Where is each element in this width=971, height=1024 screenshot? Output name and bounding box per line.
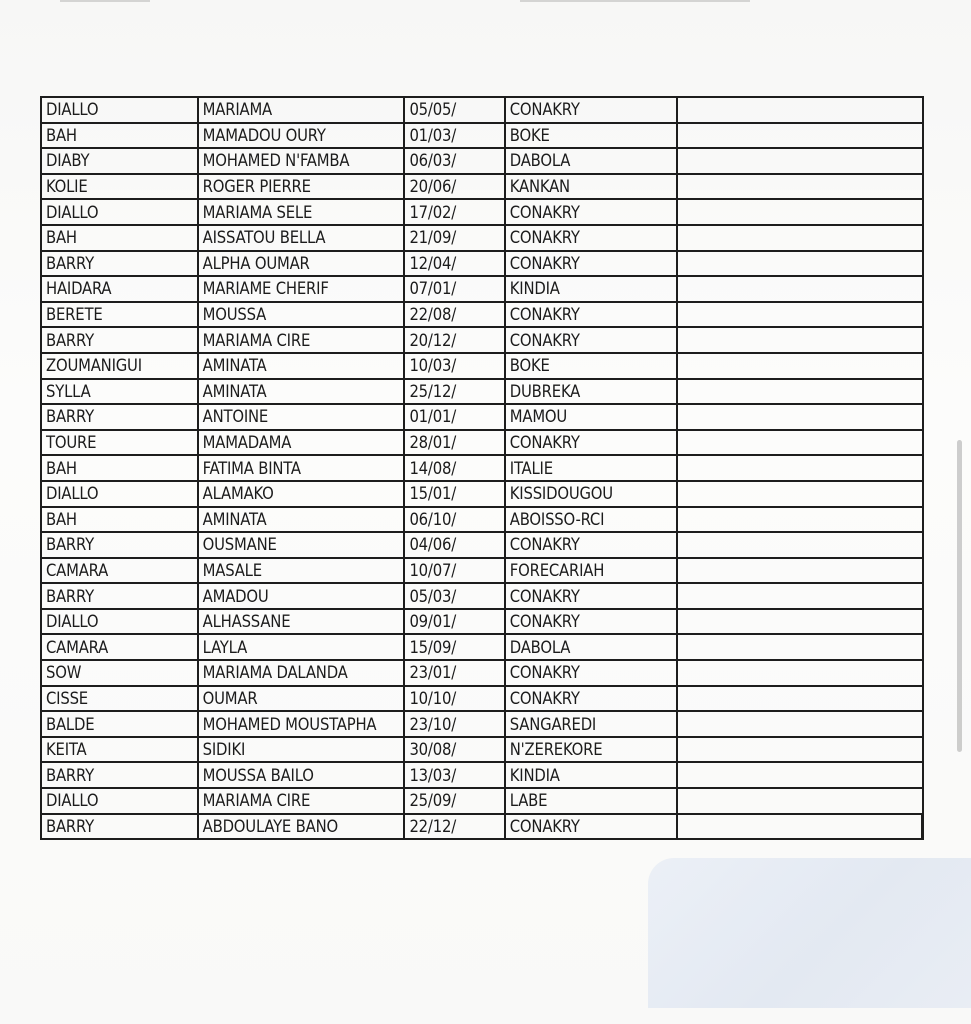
birth-date-cell: 07/01/ bbox=[404, 276, 504, 302]
birth-place-cell: CONAKRY bbox=[505, 609, 677, 635]
first-name-cell: MOUSSA BAILO bbox=[198, 762, 405, 788]
birth-place-cell: CONAKRY bbox=[505, 532, 677, 558]
birth-date-cell: 10/03/ bbox=[404, 353, 504, 379]
last-name-cell: BARRY bbox=[41, 404, 198, 430]
first-name-cell: SIDIKI bbox=[198, 737, 405, 763]
birth-date-cell: 20/06/ bbox=[404, 174, 504, 200]
top-edge-mark-left bbox=[60, 0, 150, 2]
first-name-cell: MAMADAMA bbox=[198, 430, 405, 456]
first-name-cell: OUSMANE bbox=[198, 532, 405, 558]
last-name-cell: BARRY bbox=[41, 327, 198, 353]
birth-date-cell: 06/03/ bbox=[404, 148, 504, 174]
notes-cell bbox=[677, 404, 923, 430]
notes-cell bbox=[677, 558, 923, 584]
birth-date-cell: 28/01/ bbox=[404, 430, 504, 456]
birth-date-cell: 15/09/ bbox=[404, 634, 504, 660]
last-name-cell: DIALLO bbox=[41, 97, 198, 123]
notes-cell bbox=[677, 123, 923, 149]
birth-place-cell: CONAKRY bbox=[505, 199, 677, 225]
last-name-cell: CAMARA bbox=[41, 634, 198, 660]
last-name-cell: BAH bbox=[41, 123, 198, 149]
first-name-cell: MAMADOU OURY bbox=[198, 123, 405, 149]
birth-place-cell: CONAKRY bbox=[505, 660, 677, 686]
birth-date-cell: 25/12/ bbox=[404, 379, 504, 405]
notes-cell bbox=[677, 634, 923, 660]
birth-place-cell: BOKE bbox=[505, 353, 677, 379]
birth-place-cell: CONAKRY bbox=[505, 583, 677, 609]
table-row bbox=[41, 634, 923, 660]
notes-cell bbox=[677, 174, 923, 200]
last-name-cell: BARRY bbox=[41, 251, 198, 277]
birth-date-cell: 15/01/ bbox=[404, 481, 504, 507]
birth-place-cell: CONAKRY bbox=[505, 327, 677, 353]
last-name-cell: BAH bbox=[41, 225, 198, 251]
table-row bbox=[41, 583, 923, 609]
top-edge-mark-right bbox=[520, 0, 750, 2]
table-row bbox=[41, 148, 923, 174]
first-name-cell: MOUSSA bbox=[198, 302, 405, 328]
table-row bbox=[41, 251, 923, 277]
first-name-cell: MARIAMA CIRE bbox=[198, 788, 405, 814]
birth-place-cell: MAMOU bbox=[505, 404, 677, 430]
table-row bbox=[41, 353, 923, 379]
last-name-cell: KEITA bbox=[41, 737, 198, 763]
first-name-cell: ROGER PIERRE bbox=[198, 174, 405, 200]
birth-date-cell: 05/03/ bbox=[404, 583, 504, 609]
birth-date-cell: 10/10/ bbox=[404, 686, 504, 712]
student-roster-table bbox=[40, 96, 924, 840]
table-row bbox=[41, 276, 923, 302]
birth-place-cell: KANKAN bbox=[505, 174, 677, 200]
last-name-cell: TOURE bbox=[41, 430, 198, 456]
birth-date-cell: 04/06/ bbox=[404, 532, 504, 558]
first-name-cell: AMINATA bbox=[198, 353, 405, 379]
notes-cell bbox=[677, 711, 923, 737]
first-name-cell: MARIAMA DALANDA bbox=[198, 660, 405, 686]
birth-place-cell: LABE bbox=[505, 788, 677, 814]
last-name-cell: BARRY bbox=[41, 532, 198, 558]
first-name-cell: ALAMAKO bbox=[198, 481, 405, 507]
birth-date-cell: 23/10/ bbox=[404, 711, 504, 737]
table-row bbox=[41, 302, 923, 328]
table-row bbox=[41, 481, 923, 507]
first-name-cell: ALHASSANE bbox=[198, 609, 405, 635]
first-name-cell: MARIAMA bbox=[198, 97, 405, 123]
last-name-cell: BARRY bbox=[41, 583, 198, 609]
notes-cell bbox=[677, 379, 923, 405]
last-name-cell: BERETE bbox=[41, 302, 198, 328]
notes-cell bbox=[677, 737, 923, 763]
birth-place-cell: CONAKRY bbox=[505, 97, 677, 123]
notes-cell bbox=[677, 97, 923, 123]
last-name-cell: DIALLO bbox=[41, 481, 198, 507]
last-name-cell: BALDE bbox=[41, 711, 198, 737]
last-name-cell: DIABY bbox=[41, 148, 198, 174]
first-name-cell: FATIMA BINTA bbox=[198, 455, 405, 481]
birth-place-cell: CONAKRY bbox=[505, 251, 677, 277]
table-row bbox=[41, 711, 923, 737]
first-name-cell: MARIAMA SELE bbox=[198, 199, 405, 225]
last-name-cell: BARRY bbox=[41, 814, 198, 840]
table-row bbox=[41, 455, 923, 481]
table-row bbox=[41, 123, 923, 149]
notes-cell bbox=[677, 302, 923, 328]
notes-cell bbox=[677, 660, 923, 686]
notes-cell bbox=[677, 507, 923, 533]
notes-cell bbox=[677, 148, 923, 174]
first-name-cell: OUMAR bbox=[198, 686, 405, 712]
notes-cell bbox=[677, 481, 923, 507]
first-name-cell: AMADOU bbox=[198, 583, 405, 609]
birth-date-cell: 30/08/ bbox=[404, 737, 504, 763]
first-name-cell: AISSATOU BELLA bbox=[198, 225, 405, 251]
notes-cell bbox=[677, 455, 923, 481]
birth-place-cell: CONAKRY bbox=[505, 430, 677, 456]
notes-cell bbox=[677, 430, 923, 456]
last-name-cell: BAH bbox=[41, 455, 198, 481]
birth-date-cell: 01/03/ bbox=[404, 123, 504, 149]
first-name-cell: MARIAME CHERIF bbox=[198, 276, 405, 302]
birth-place-cell: BOKE bbox=[505, 123, 677, 149]
table-row bbox=[41, 558, 923, 584]
birth-date-cell: 25/09/ bbox=[404, 788, 504, 814]
last-name-cell: ZOUMANIGUI bbox=[41, 353, 198, 379]
first-name-cell: AMINATA bbox=[198, 379, 405, 405]
first-name-cell: ABDOULAYE BANO bbox=[198, 814, 405, 840]
first-name-cell: LAYLA bbox=[198, 634, 405, 660]
birth-place-cell: DABOLA bbox=[505, 634, 677, 660]
last-name-cell: SYLLA bbox=[41, 379, 198, 405]
first-name-cell: ANTOINE bbox=[198, 404, 405, 430]
notes-cell bbox=[677, 532, 923, 558]
notes-cell bbox=[677, 583, 923, 609]
birth-place-cell: ABOISSO-RCI bbox=[505, 507, 677, 533]
first-name-cell: ALPHA OUMAR bbox=[198, 251, 405, 277]
table-row bbox=[41, 199, 923, 225]
birth-date-cell: 06/10/ bbox=[404, 507, 504, 533]
notes-cell bbox=[677, 609, 923, 635]
table-row bbox=[41, 404, 923, 430]
table-row bbox=[41, 686, 923, 712]
birth-place-cell: FORECARIAH bbox=[505, 558, 677, 584]
birth-date-cell: 14/08/ bbox=[404, 455, 504, 481]
birth-date-cell: 01/01/ bbox=[404, 404, 504, 430]
notes-cell bbox=[677, 327, 923, 353]
table-row bbox=[41, 507, 923, 533]
birth-place-cell: KINDIA bbox=[505, 762, 677, 788]
table-row bbox=[41, 430, 923, 456]
notes-cell bbox=[677, 762, 923, 788]
last-name-cell: DIALLO bbox=[41, 609, 198, 635]
birth-place-cell: CONAKRY bbox=[505, 686, 677, 712]
birth-date-cell: 23/01/ bbox=[404, 660, 504, 686]
birth-place-cell: KISSIDOUGOU bbox=[505, 481, 677, 507]
notes-cell bbox=[677, 225, 923, 251]
first-name-cell: MOHAMED N'FAMBA bbox=[198, 148, 405, 174]
birth-date-cell: 12/04/ bbox=[404, 251, 504, 277]
last-name-cell: KOLIE bbox=[41, 174, 198, 200]
birth-date-cell: 22/08/ bbox=[404, 302, 504, 328]
table-row bbox=[41, 609, 923, 635]
notes-cell bbox=[677, 814, 923, 840]
notes-cell bbox=[677, 251, 923, 277]
first-name-cell: MOHAMED MOUSTAPHA bbox=[198, 711, 405, 737]
birth-date-cell: 05/05/ bbox=[404, 97, 504, 123]
scrollbar[interactable] bbox=[957, 440, 962, 752]
last-name-cell: BAH bbox=[41, 507, 198, 533]
first-name-cell: MARIAMA CIRE bbox=[198, 327, 405, 353]
notes-cell bbox=[677, 788, 923, 814]
birth-date-cell: 09/01/ bbox=[404, 609, 504, 635]
first-name-cell: MASALE bbox=[198, 558, 405, 584]
notes-cell bbox=[677, 353, 923, 379]
last-name-cell: BARRY bbox=[41, 762, 198, 788]
birth-date-cell: 17/02/ bbox=[404, 199, 504, 225]
birth-date-cell: 22/12/ bbox=[404, 814, 504, 840]
birth-place-cell: CONAKRY bbox=[505, 225, 677, 251]
first-name-cell: AMINATA bbox=[198, 507, 405, 533]
birth-place-cell: DABOLA bbox=[505, 148, 677, 174]
table-row bbox=[41, 225, 923, 251]
birth-place-cell: KINDIA bbox=[505, 276, 677, 302]
faded-stamp-mark bbox=[648, 858, 971, 1008]
notes-cell bbox=[677, 686, 923, 712]
last-name-cell: SOW bbox=[41, 660, 198, 686]
birth-date-cell: 21/09/ bbox=[404, 225, 504, 251]
birth-place-cell: ITALIE bbox=[505, 455, 677, 481]
birth-place-cell: DUBREKA bbox=[505, 379, 677, 405]
roster-body bbox=[41, 97, 923, 839]
table-row bbox=[41, 532, 923, 558]
last-name-cell: CISSE bbox=[41, 686, 198, 712]
birth-place-cell: N'ZEREKORE bbox=[505, 737, 677, 763]
table-row bbox=[41, 762, 923, 788]
birth-place-cell: CONAKRY bbox=[505, 814, 677, 840]
table-row bbox=[41, 379, 923, 405]
birth-date-cell: 20/12/ bbox=[404, 327, 504, 353]
birth-date-cell: 13/03/ bbox=[404, 762, 504, 788]
notes-cell bbox=[677, 276, 923, 302]
table-row bbox=[41, 814, 923, 840]
table-row bbox=[41, 737, 923, 763]
table-row bbox=[41, 788, 923, 814]
table-row bbox=[41, 660, 923, 686]
last-name-cell: DIALLO bbox=[41, 199, 198, 225]
birth-place-cell: CONAKRY bbox=[505, 302, 677, 328]
birth-place-cell: SANGAREDI bbox=[505, 711, 677, 737]
last-name-cell: DIALLO bbox=[41, 788, 198, 814]
last-name-cell: CAMARA bbox=[41, 558, 198, 584]
table-row bbox=[41, 327, 923, 353]
last-name-cell: HAIDARA bbox=[41, 276, 198, 302]
birth-date-cell: 10/07/ bbox=[404, 558, 504, 584]
table-row bbox=[41, 97, 923, 123]
table-row bbox=[41, 174, 923, 200]
notes-cell bbox=[677, 199, 923, 225]
